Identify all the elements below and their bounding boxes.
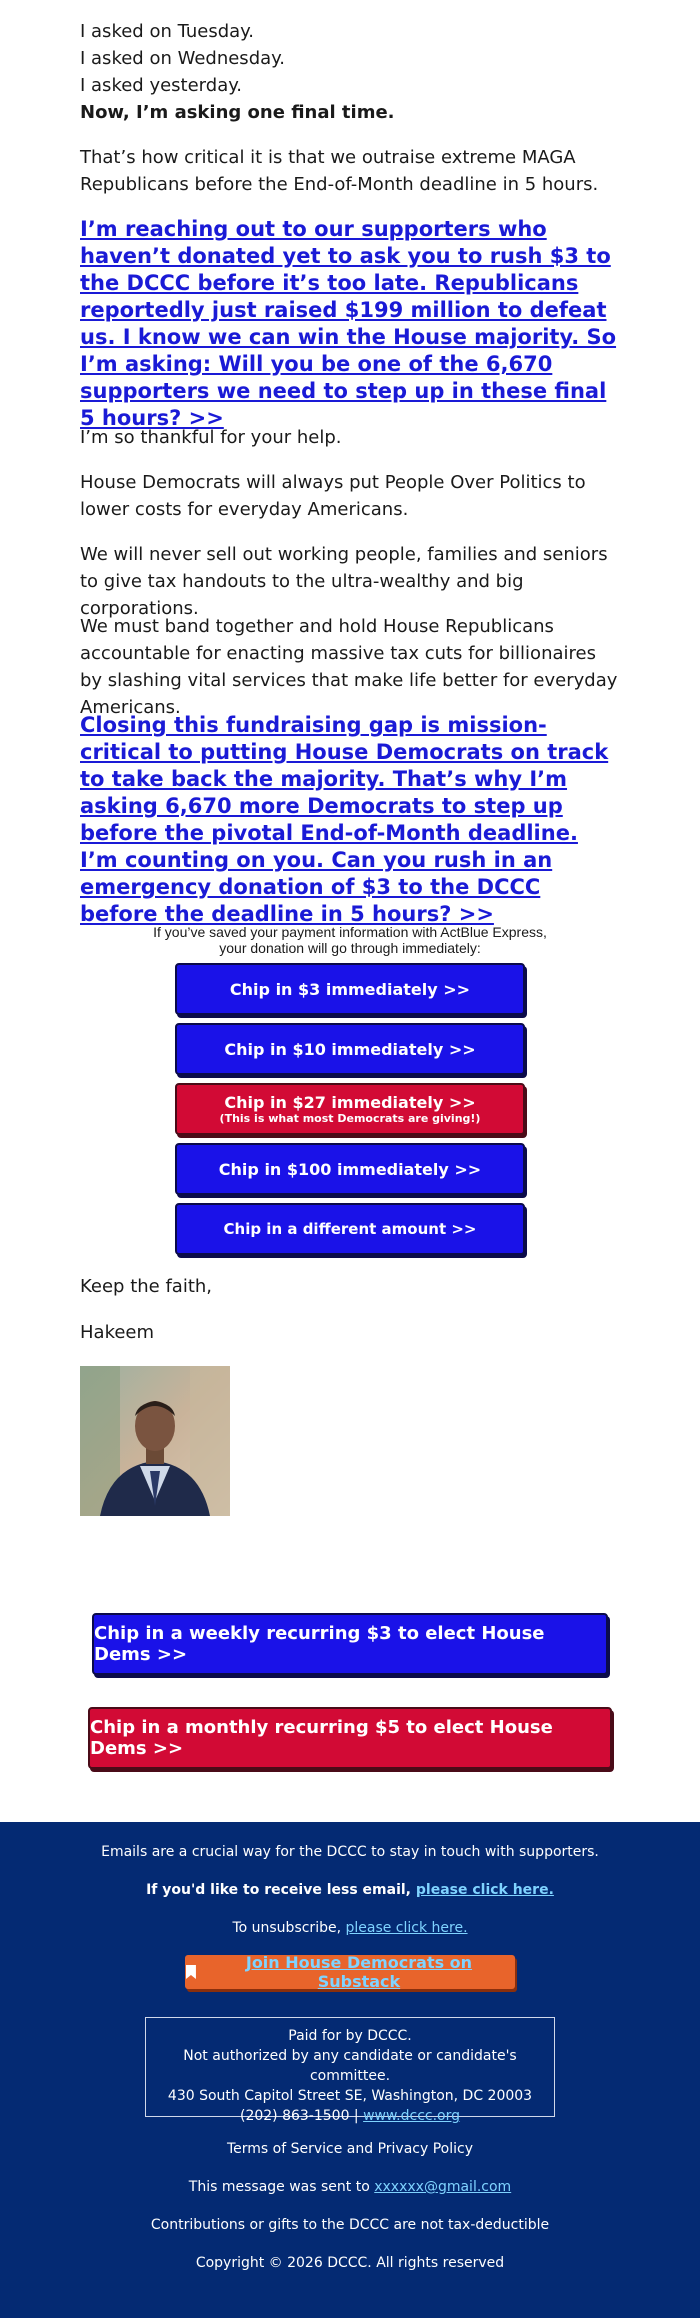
chip-27-button[interactable]	[175, 1083, 525, 1135]
footer-unsubscribe	[0, 1920, 700, 1936]
intro-bold-line: Now, I’m asking one final time.	[80, 102, 395, 123]
monthly-recurring-label: Chip in a monthly recurring $5 to elect House Dems >>	[90, 1717, 553, 1759]
footer-less-email	[0, 1882, 700, 1898]
bookmark-icon	[185, 1964, 197, 1980]
donate-link-2[interactable]: Closing this fundraising gap is mission-critical to putting House Democrats on track to take back the majority. That’s why I’m asking 6,670 more Democrats to step up before the pivotal End-of-Month deadline. I’m counting on you. Can you rush in an emergency donation of $3 to the DCCC before the deadline in 5 hours? >>	[80, 713, 609, 926]
chip-100-button[interactable]	[175, 1143, 525, 1195]
chip-3-label: Chip in $3 immediately >>	[229, 979, 471, 999]
less-email-text: If you'd like to receive less email,	[146, 1882, 411, 1898]
footer-copyright: Copyright © 2026 DCCC. All rights reserved	[195, 2255, 505, 2271]
unsubscribe-text: To unsubscribe,	[232, 1920, 342, 1936]
sent-to-text: This message was sent to	[188, 2179, 370, 2195]
footer-contributions: Contributions or gifts to the DCCC are not tax-deductible	[150, 2217, 550, 2233]
monthly-recurring-button[interactable]	[88, 1707, 612, 1769]
chip-10-label: Chip in $10 immediately >>	[224, 1039, 476, 1059]
signoff: Keep the faith,	[80, 1276, 213, 1297]
chip-27-sublabel: (This is what most Democrats are giving!)	[219, 1112, 481, 1125]
chip-3-button[interactable]	[175, 963, 525, 1015]
not-authorized-line: Not authorized by any candidate or candidate's committee.	[183, 2048, 517, 2084]
actblue-note	[0, 924, 700, 956]
chip-10-button[interactable]	[175, 1023, 525, 1075]
address-line: 430 South Capitol Street SE, Washington, DC 20003	[167, 2088, 533, 2104]
intro-block	[80, 18, 620, 126]
hakeem-photo	[80, 1366, 230, 1516]
chip-other-button[interactable]	[175, 1203, 525, 1255]
actblue-note-line-2: your donation will go through immediately:	[219, 940, 481, 956]
phone-site-line: (202) 863-1500 | www.dccc.org	[239, 2108, 461, 2124]
donate-link-1[interactable]: I’m reaching out to our supporters who haven’t donated yet to ask you to rush $3 to the DCCC before it’s too late. Republicans reportedly just raised $199 million to defeat us. I know we can win the House majority. So I’m asking: Will you be one of the 6,670 supporters we need to step up in these final 5 hours? >>	[80, 217, 617, 430]
chip-27-label: Chip in $27 immediately >>	[224, 1093, 476, 1112]
paragraph-people-over-politics: House Democrats will always put People Over Politics to lower costs for everyday Americans.	[80, 472, 586, 520]
paragraph-thankful: I’m so thankful for your help.	[80, 427, 342, 448]
dccc-site-link[interactable]: www.dccc.org	[363, 2108, 461, 2124]
signature: Hakeem	[80, 1322, 155, 1343]
footer-sent-to	[0, 2179, 700, 2195]
weekly-recurring-label: Chip in a weekly recurring $3 to elect House Dems >>	[94, 1623, 545, 1665]
paid-for-box	[145, 2017, 555, 2124]
weekly-recurring-button[interactable]	[92, 1613, 608, 1675]
intro-line-3: I asked yesterday.	[80, 75, 243, 96]
paid-for-line: Paid for by DCCC.	[288, 2028, 412, 2044]
footer	[0, 1822, 700, 2318]
chip-other-label: Chip in a different amount >>	[223, 1219, 477, 1238]
chip-100-label: Chip in $100 immediately >>	[218, 1159, 482, 1179]
terms-link[interactable]: Terms of Service and Privacy Policy	[226, 2141, 473, 2157]
intro-line-1: I asked on Tuesday.	[80, 21, 254, 42]
paragraph-critical: That’s how critical it is that we outraise extreme MAGA Republicans before the End-of-Month deadline in 5 hours.	[80, 147, 599, 195]
paragraph-band-together: We must band together and hold House Republicans accountable for enacting massive tax cuts for billionaires by slashing vital services that make life better for everyday Americans.	[80, 616, 618, 718]
unsubscribe-link[interactable]: please click here.	[345, 1920, 468, 1936]
substack-button[interactable]	[185, 1955, 515, 1989]
paragraph-never-sell-out: We will never sell out working people, families and seniors to give tax handouts to the ultra-wealthy and big corporations.	[80, 544, 608, 619]
substack-label: Join House Democrats on Substack	[245, 1953, 473, 1991]
footer-emails-line: Emails are a crucial way for the DCCC to stay in touch with supporters.	[101, 1844, 599, 1860]
portrait-image	[80, 1366, 230, 1516]
phone-number: (202) 863-1500	[239, 2108, 350, 2124]
recipient-email-link[interactable]: xxxxxx@gmail.com	[374, 2179, 512, 2195]
intro-line-2: I asked on Wednesday.	[80, 48, 285, 69]
less-email-link[interactable]: please click here.	[415, 1882, 554, 1898]
actblue-note-line-1: If you’ve saved your payment information with ActBlue Express,	[153, 924, 547, 940]
